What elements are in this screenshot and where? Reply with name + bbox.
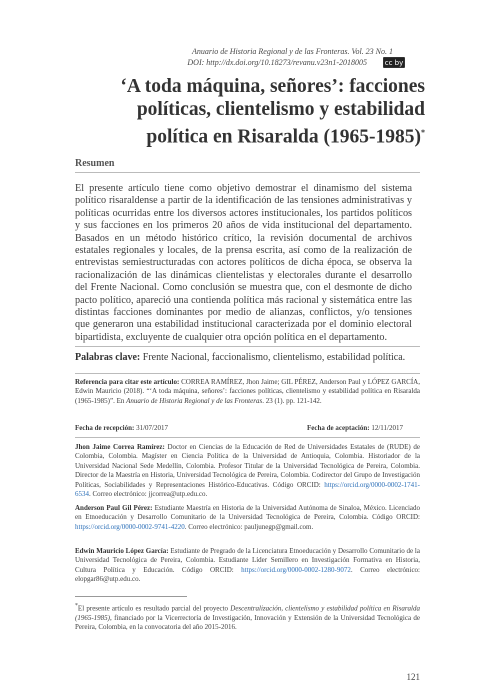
keywords — [75, 351, 420, 364]
keywords-label: Palabras clave: — [75, 352, 141, 363]
doi-line: DOI: http://dx.doi.org/10.18273/revanu.v23n1-2018005 — [187, 58, 367, 67]
journal-title: Anuario de Historia Regional y de las Fronteras. Vol. 23 No. 1 — [191, 47, 393, 56]
footnote-marker: * — [75, 603, 78, 609]
divider — [75, 373, 420, 374]
title-line-3: política en Risaralda (1965-1985)* — [146, 126, 425, 148]
abstract-text: El presente artículo tiene como objetivo demostrar el dinamismo del sistema político risaraldense a partir de la identificación de las tensiones administrativas y políticas ocurridas entre los diversos actores institucionales, los partidos políticos y sus facciones en los primeros 20 años de vida institucional del departamento. Basados en un método histórico crítico, la revisión documental de archivos estatales regionales y locales, de la prensa escrita, así como de la realización de entrevistas semiestructuradas con actores políticos de dicha época, se observa la racionalización de las dinámicas clientelistas y electorales durante el desarrollo del Frente Nacional. Como conclusión se muestra que, con el desmonte de dicho pacto político, apareció una contienda política más racional y sistemática entre las distintas facciones dominantes por medio de alianzas, conflictos, y/o tensiones que generaron una estabilidad institucional caracterizada por el dominio electoral bipartidista, excluyente de cualquier otra opción política en el departamento. — [75, 183, 412, 343]
author-name: Anderson Paul Gil Pérez: — [75, 504, 153, 512]
keywords-text: Frente Nacional, faccionalismo, clientelismo, estabilidad política. — [140, 352, 406, 363]
accepted-date: Fecha de aceptación: 12/11/2017 — [307, 424, 403, 432]
orcid-link[interactable]: https://orcid.org/0000-0002-1741-6534 — [75, 480, 420, 499]
page-number: 121 — [406, 672, 420, 682]
author-bio: Jhon Jaime Correa Ramírez: Doctor en Ciencias de la Educación de Red de Universidades Estatales de (RUDE) de Colombia, Colombia. Magíster en Ciencia Política de la Universidad de Antioquia, Colombia. Historiador de la Universidad Nacional Sede Medellín, Colombia. Profesor Titular de la Universidad Tecnológica de Pereira, Colombia. Director de la Maestría en Historia, Universidad Tecnológica de Pereira, Colombia. Codirector del Grupo de Investigación Políticas, Sociabilidades y Representaciones Histórico-Educativas. Código ORCID: https://orcid.org/0000-0002-1741-6534. Correo electrónico: jjcorrea@utp.edu.co. — [75, 443, 420, 499]
author-name: Edwin Mauricio López García: — [75, 547, 169, 555]
journal-header — [150, 46, 393, 68]
footnote: *El presente artículo es resultado parcial del proyecto Descentralización, clientelismo y estabilidad política en Risaralda (1965-1985), financiado por la Vicerrectoría de Investigación, Innovación y Extensión de la Universidad Tecnológica de Pereira, Colombia, en la convocatoria del año 2015-2016. — [75, 603, 420, 632]
article-title — [92, 75, 425, 149]
divider — [75, 172, 420, 173]
footnote-divider — [75, 596, 187, 597]
title-footnote-marker[interactable]: * — [421, 128, 425, 137]
title-line-2: políticas, clientelismo y estabilidad — [136, 99, 425, 120]
reference-journal: Anuario de Historia Regional y de las Fronteras — [126, 396, 263, 405]
divider — [75, 346, 420, 347]
cc-license-icon[interactable]: cc by — [384, 58, 404, 67]
citation-reference: Referencia para citar este artículo: CORREA RAMÍREZ, Jhon Jaime; GIL PÉREZ, Anderson Paul y LÓPEZ GARCÍA, Edwin Mauricio (2018). “‘A toda máquina, señores’: facciones políticas, clientelismo y estabilidad política en Risaralda (1965-1985)”. En Anuario de Historia Regional y de las Fronteras. 23 (1). pp. 121-142. — [75, 378, 420, 405]
orcid-link[interactable]: https://orcid.org/0000-0002-9741-4220 — [75, 522, 185, 531]
author-name: Jhon Jaime Correa Ramírez: — [75, 443, 165, 451]
project-title: Descentralización, clientelismo y estabilidad política en Risaralda (1965-1985) — [75, 604, 420, 622]
author-bio: Edwin Mauricio López García: Estudiante de Pregrado de la Licenciatura Etnoeducación y Desarrollo Comunitario de la Universidad Tecnológica de Pereira, Colombia. Estudiante Líder Semillero en Investigación Formativa en Historia, Cultura Política y Educación. Código ORCID: https://orcid.org/0000-0002-1280-9072. Correo electrónico: elopgar86@utp.edu.co. — [75, 547, 420, 584]
reference-label: Referencia para citar este artículo: — [75, 378, 180, 386]
resumen-heading: Resumen — [75, 158, 115, 169]
orcid-link[interactable]: https://orcid.org/0000-0002-1280-9072 — [241, 565, 351, 574]
divider — [75, 437, 420, 438]
received-date: Fecha de recepción: 31/07/2017 — [75, 424, 168, 432]
author-bio: Anderson Paul Gil Pérez: Estudiante Maestría en Historia de la Universidad Autónoma de Sinaloa, México. Licenciado en Etnoeducación y Desarrollo Comunitario de la Universidad Tecnológica de Pereira, Colombia. Código ORCID: https://orcid.org/0000-0002-9741-4220. Correo electrónico: pauljunegp@gmail.com. — [75, 504, 420, 531]
title-line-1: ‘A toda máquina, señores’: facciones — [120, 76, 425, 97]
